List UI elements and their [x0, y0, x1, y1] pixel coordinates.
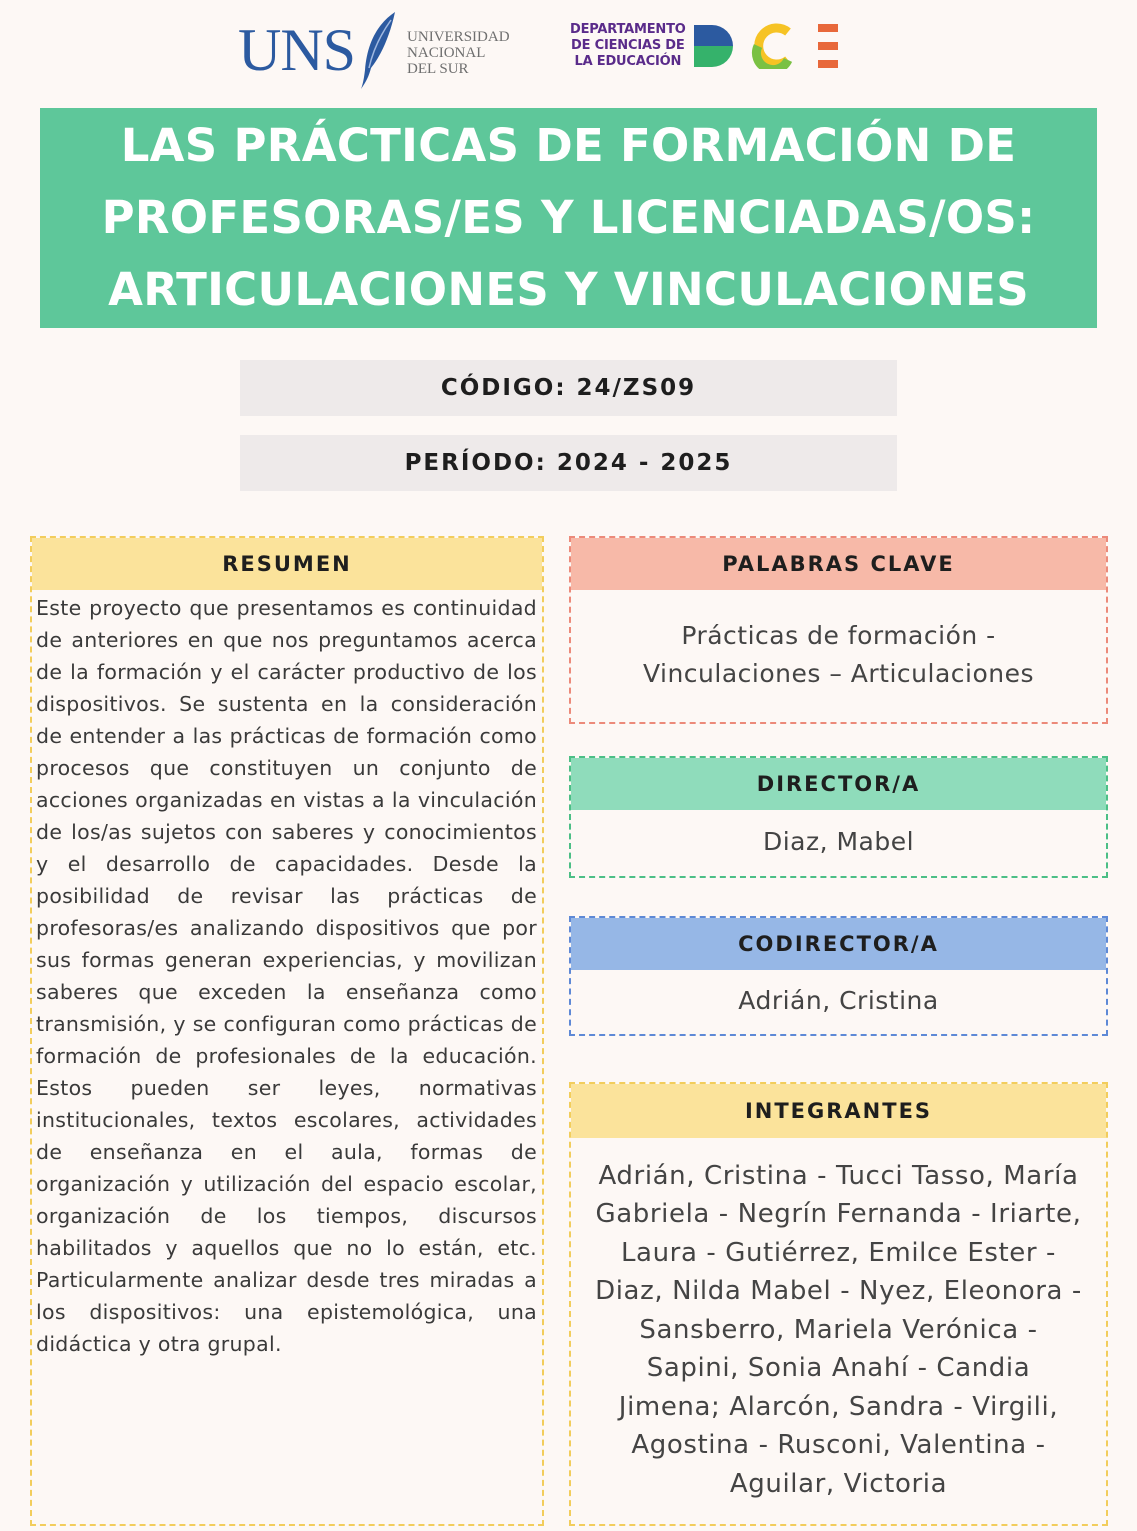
- uns-subtitle: [407, 29, 510, 77]
- title-line: LAS PRÁCTICAS DE FORMACIÓN DE: [120, 119, 1017, 172]
- members-line: Aguilar, Victoria: [729, 1468, 948, 1499]
- uns-subtitle-line: NACIONAL: [407, 45, 486, 61]
- dce-text-line: DE CIENCIAS DE: [571, 38, 685, 53]
- dce-logo: [570, 22, 840, 70]
- keywords-body: [571, 590, 1106, 720]
- codirector-name: Adrián, Cristina: [738, 986, 939, 1015]
- members-line: Jimena; Alarcón, Sandra - Virgili,: [618, 1391, 1059, 1422]
- uns-subtitle-line: DEL SUR: [407, 61, 469, 77]
- c-letter-icon: [750, 23, 796, 69]
- uns-logo: [238, 10, 510, 90]
- uns-wordmark: UNS: [238, 17, 356, 83]
- members-line: Gabriela - Negrín Fernanda - Iriarte,: [595, 1199, 1082, 1230]
- members-line: Diaz, Nilda Mabel - Nyez, Eleonora -: [595, 1276, 1082, 1307]
- keywords-line: Vinculaciones – Articulaciones: [642, 659, 1035, 688]
- members-line: Sansberro, Mariela Verónica -: [639, 1314, 1038, 1345]
- codirector-card: [569, 916, 1108, 1036]
- title-line: PROFESORAS/ES Y LICENCIADAS/OS:: [101, 191, 1036, 244]
- period-bar: [240, 435, 897, 491]
- resumen-text: Este proyecto que presentamos es continuidad de anteriores en que nos preguntamos acerca de la formación y el carácter productivo de los dispositivos. Se sustenta en la consideración de entender a las prácticas de formación como procesos que constituyen un conjunto de acciones organizadas en vistas a la vinculación de los/as sujetos con saberes y conocimientos y el desarrollo de capacidades. Desde la posibilidad de revisar las prácticas de profesoras/es analizando dispositivos que por sus formas generan experiencias, y movilizan saberes que exceden la enseñanza como transmisión, y se configuran como prácticas de formación de profesionales de la educación. Estos pueden ser leyes, normativas institucionales, textos escolares, actividades de enseñanza en el aula, formas de organización y utilización del espacio escolar, organización de los tiempos, discursos habilitados y aquellos que no lo están, etc. Particularmente analizar desde tres miradas a los dispositivos: una epistemológica, una didáctica y otra grupal.: [36, 596, 537, 1356]
- director-card: [569, 756, 1108, 878]
- resumen-heading: RESUMEN: [32, 538, 542, 590]
- page-title: [40, 110, 1097, 326]
- codirector-heading: CODIRECTOR/A: [571, 918, 1106, 970]
- dce-text-line: LA EDUCACIÓN: [574, 54, 682, 69]
- title-banner: [40, 108, 1097, 328]
- members-heading: INTEGRANTES: [571, 1084, 1106, 1138]
- keywords-heading: PALABRAS CLAVE: [571, 538, 1106, 590]
- uns-subtitle-line: UNIVERSIDAD: [407, 29, 510, 45]
- members-body: [571, 1138, 1106, 1522]
- quill-icon: [357, 10, 403, 90]
- dce-text-line: DEPARTAMENTO: [570, 22, 686, 37]
- members-card: [569, 1082, 1108, 1526]
- project-period: PERÍODO: 2024 - 2025: [404, 450, 733, 476]
- code-bar: [240, 360, 897, 416]
- keywords-card: [569, 536, 1108, 724]
- dce-text: [570, 22, 686, 70]
- members-line: Adrián, Cristina - Tucci Tasso, María: [598, 1160, 1079, 1191]
- members-line: Sapini, Sonia Anahí - Candia: [646, 1353, 1031, 1384]
- d-letter-icon: [692, 23, 736, 69]
- title-line: ARTICULACIONES Y VINCULACIONES: [108, 263, 1029, 316]
- project-code: CÓDIGO: 24/ZS09: [440, 375, 697, 401]
- members-line: Agostina - Rusconi, Valentina -: [631, 1430, 1046, 1461]
- dce-marks: [692, 22, 840, 70]
- director-heading: DIRECTOR/A: [571, 758, 1106, 810]
- e-letter-icon: [816, 22, 840, 70]
- keywords-line: Prácticas de formación -: [681, 621, 996, 650]
- members-line: Laura - Gutiérrez, Emilce Ester -: [620, 1237, 1057, 1268]
- resumen-card: [30, 536, 544, 1526]
- director-name: Diaz, Mabel: [762, 827, 915, 856]
